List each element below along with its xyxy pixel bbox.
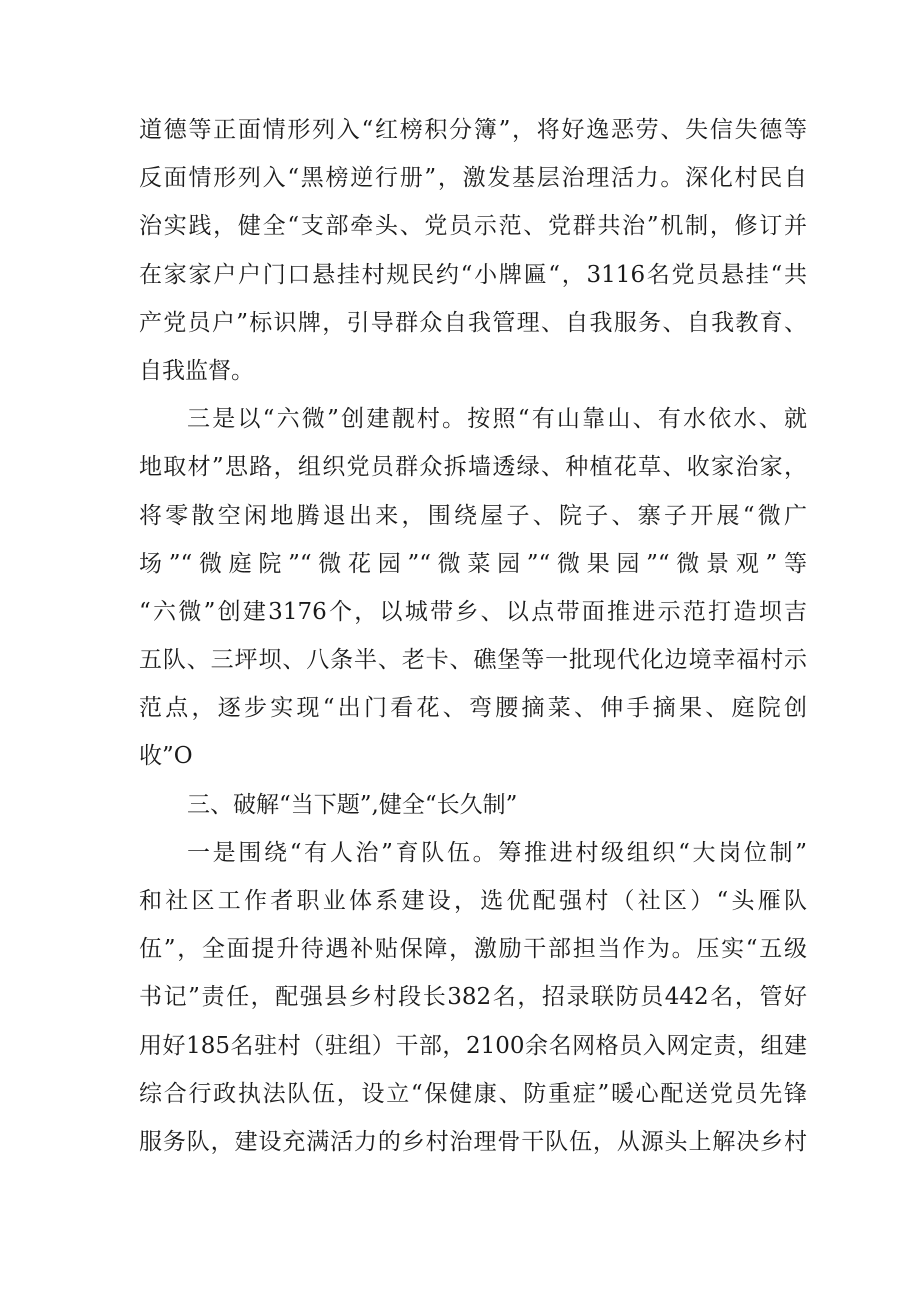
paragraph-six-micro [139, 395, 807, 781]
text-line: 书记”责任，配强县乡村段长382名，招录联防员442名，管好 [139, 984, 807, 1011]
text-line: 五队、三坪坝、八条半、老卡、礁堡等一批现代化边境幸福村示 [139, 647, 807, 674]
text-line: 服务队，建设充满活力的乡村治理骨干队伍，从源头上解决乡村 [139, 1128, 807, 1155]
text-line: 在家家户户门口悬挂村规民约“小牌匾“，3116名党员悬挂“共 [139, 261, 807, 288]
text-line: 综合行政执法队伍，设立“保健康、防重症”暖心配送党员先锋 [139, 1080, 807, 1107]
document-body [139, 106, 807, 1166]
text-line: 伍”，全面提升待遇补贴保障，激励干部担当作为。压实“五级 [139, 936, 807, 963]
paragraph-team-building [139, 829, 807, 1166]
text-line: 治实践，健全“支部牵头、党员示范、党群共治”机制，修订并 [139, 213, 807, 240]
text-line: 道德等正面情形列入“红榜积分簿”，将好逸恶劳、失信失德等 [139, 117, 807, 143]
text-line: 地取材”思路，组织党员群众拆墙透绿、种植花草、收家治家， [139, 454, 807, 481]
text-line: 收”O [139, 743, 193, 770]
text-line: 三是以“六微”创建靓村。按照“有山靠山、有水依水、就 [187, 406, 807, 433]
text-line: 自我监督。 [139, 357, 254, 384]
paragraph-honor-list [139, 106, 807, 395]
section-heading-text: 三、破解“当下题”,健全“长久制” [187, 791, 518, 818]
text-line: 将零散空闲地腾退出来，围绕屋子、院子、寨子开展“微广 [139, 502, 807, 529]
text-line: 场”“微庭院”“微花园”“微菜园”“微果园”“微景观”等 [139, 550, 807, 577]
text-line: 用好185名驻村（驻组）干部，2100余名网格员入网定责，组建 [139, 1032, 807, 1059]
text-line: 反面情形列入“黑榜逆行册”，激发基层治理活力。深化村民自 [139, 165, 807, 192]
text-line: “六微”创建3176个，以城带乡、以点带面推进示范打造坝吉 [139, 598, 807, 625]
section-heading [139, 781, 807, 829]
text-line: 一是围绕“有人治”育队伍。筹推进村级组织“大岗位制” [187, 839, 807, 866]
text-line: 和社区工作者职业体系建设，选优配强村（社区）“头雁队 [139, 888, 807, 914]
text-line: 产党员户”标识牌，引导群众自我管理、自我服务、自我教育、 [139, 309, 807, 336]
text-line: 范点，逐步实现“出门看花、弯腰摘菜、伸手摘果、庭院创 [139, 695, 807, 722]
